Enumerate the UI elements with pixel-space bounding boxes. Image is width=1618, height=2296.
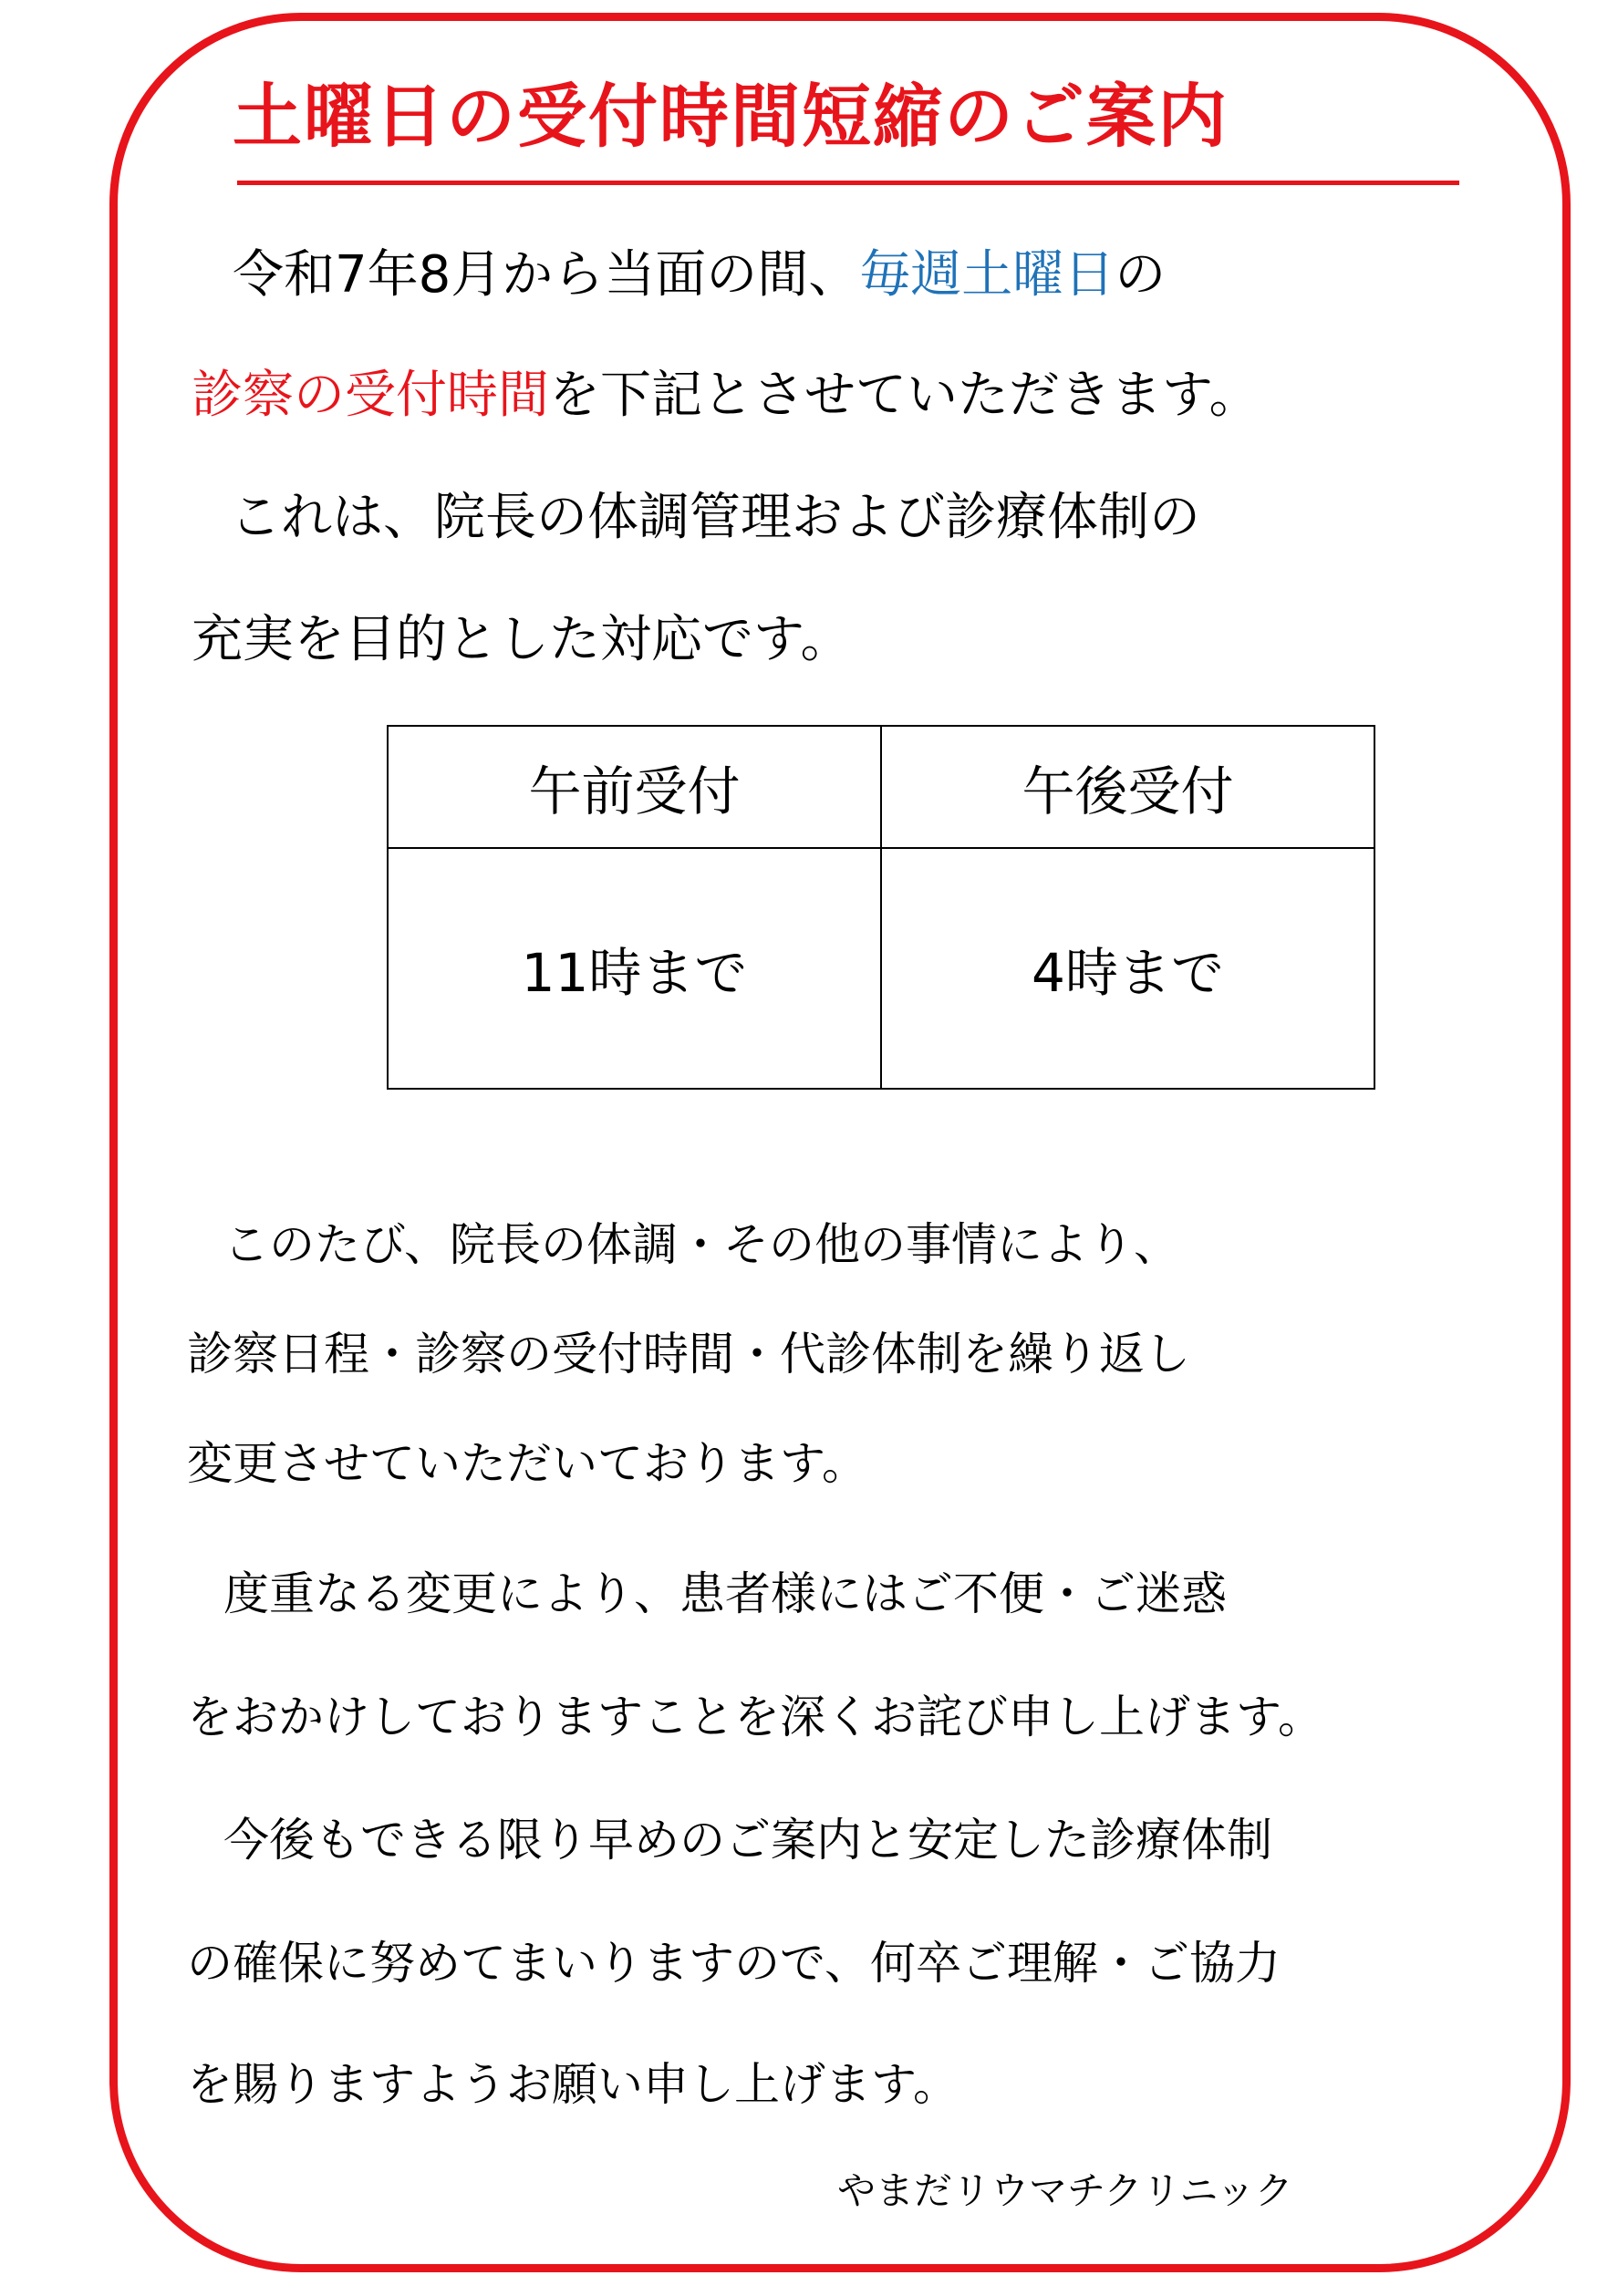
every-saturday-highlight: 毎週土曜日 <box>859 245 1115 305</box>
reception-hours-highlight: 診察の受付時間 <box>192 366 549 425</box>
intro-line-1 <box>233 244 1166 305</box>
notice-title: 土曜日の受付時間短縮のご案内 <box>233 76 1229 157</box>
notice-line-1: このたび、院長の体調・その他の事情により、 <box>223 1218 1179 1271</box>
intro-line-2 <box>192 365 1260 426</box>
notice-line-8: を賜りますようお願い申し上げます。 <box>187 2058 959 2111</box>
notice-line-7: の確保に努めてまいりますので、何卒ご理解・ご協力 <box>187 1937 1281 1990</box>
notice-line-4: 度重なる変更により、患者様にはご不便・ご迷惑 <box>223 1567 1227 1620</box>
notice-line-6: 今後もできる限り早めのご案内と安定した診療体制 <box>223 1814 1272 1867</box>
reception-hours-table <box>387 725 1375 1090</box>
intro-line-2-suffix: を下記とさせていただきます。 <box>549 366 1260 425</box>
intro-line-1-suffix: の <box>1115 245 1167 305</box>
morning-reception-time: 11時まで <box>388 848 881 1089</box>
intro-line-3: これは、院長の体調管理および診療体制の <box>230 488 1200 547</box>
notice-line-5: をおかけしておりますことを深くお詫び申し上げます。 <box>187 1691 1323 1743</box>
table-row <box>388 848 1374 1089</box>
intro-line-1-prefix: 令和7年8月から当面の間、 <box>233 245 860 305</box>
afternoon-reception-header: 午後受付 <box>881 726 1374 848</box>
clinic-signature: やまだリウマチクリニック <box>837 2168 1293 2213</box>
notice-border-frame <box>109 13 1571 2272</box>
intro-line-4: 充実を目的とした対応です。 <box>192 610 852 669</box>
morning-reception-header: 午前受付 <box>388 726 881 848</box>
afternoon-reception-time: 4時まで <box>881 848 1374 1089</box>
title-underline <box>237 181 1459 185</box>
notice-line-3: 変更させていただいております。 <box>187 1437 867 1490</box>
table-header-row <box>388 726 1374 848</box>
notice-line-2: 診察日程・診察の受付時間・代診体制を繰り返し <box>187 1328 1190 1381</box>
